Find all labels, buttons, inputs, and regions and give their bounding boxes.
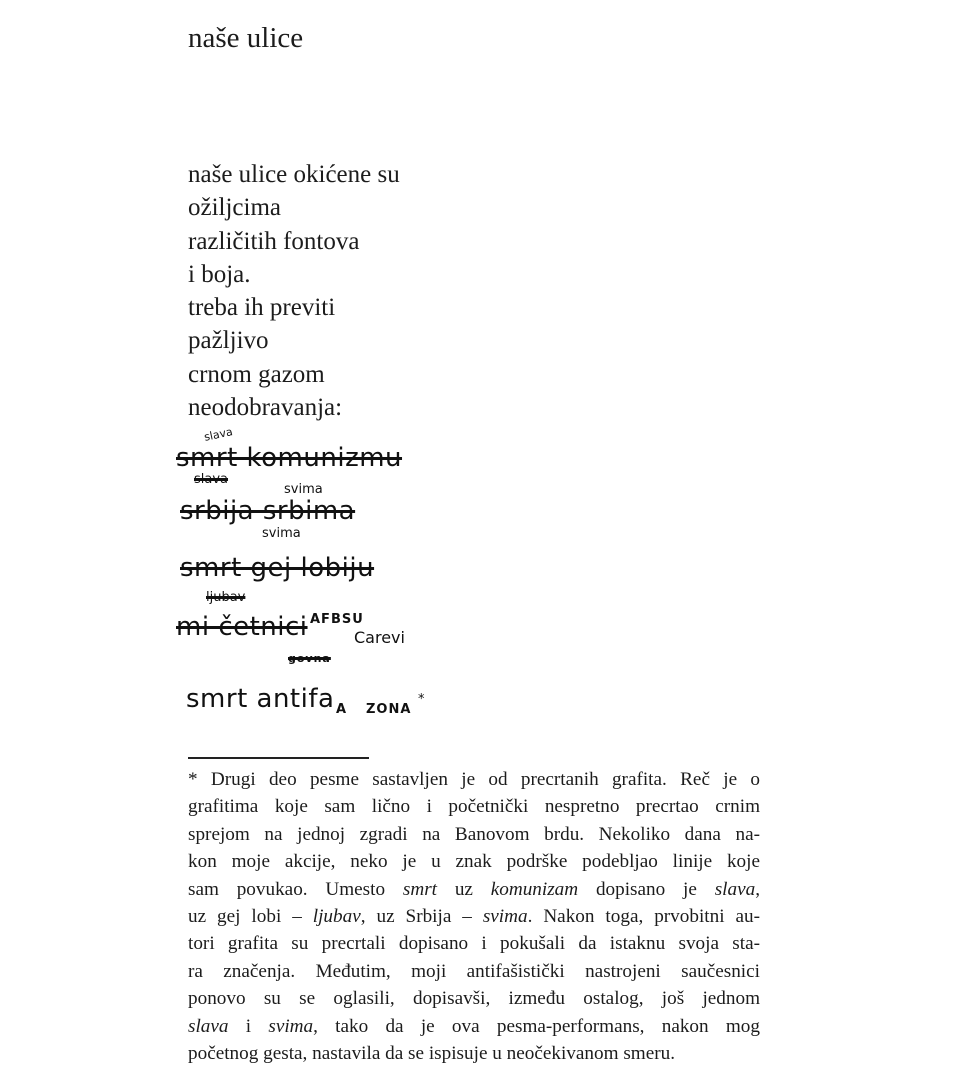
footnote-text: , — [755, 878, 760, 900]
footnote-italic: slava — [188, 1015, 229, 1037]
footnote-text: uz — [437, 878, 491, 900]
poem-line: i boja. — [188, 260, 251, 288]
footnote-italic: svima — [482, 906, 528, 928]
page-title: naše ulice — [188, 22, 304, 54]
graffiti-overwrite: slava — [202, 425, 234, 444]
poem-line: ožiljcima — [188, 194, 282, 222]
footnote — [188, 766, 760, 1067]
graffiti-overwrite: slava — [194, 472, 229, 487]
graffiti-crossed: smrt komunizmu — [176, 443, 403, 473]
footnote-rule — [188, 757, 369, 759]
graffiti-overwrite: govna — [288, 652, 331, 665]
poem-line: različitih fontova — [188, 227, 360, 255]
footnote-line: početnog gesta, nastavila da se ispisuje u neočekivanom smeru. — [188, 1043, 676, 1065]
graffiti-overwrite: ljubav — [206, 590, 246, 605]
footnote-text: . Nakon toga, prvobitni au- — [527, 906, 760, 928]
footnote-line — [188, 903, 760, 930]
footnote-text: i — [228, 1015, 269, 1037]
footnote-line — [188, 1013, 760, 1040]
footnote-text: uz gej lobi – — [188, 906, 313, 928]
footnote-line: ra značenja. Međutim, moji antifašistički nastrojeni saučesnici — [188, 960, 760, 982]
poem-line: naše ulice okićene su — [188, 161, 400, 188]
footnote-line: sprejom na jednoj zgradi na Banovom brdu. Nekoliko dana na- — [188, 823, 760, 845]
graffiti-overwrite: AFBSU — [310, 612, 364, 627]
poem — [188, 158, 400, 424]
poem-line: crnom gazom — [188, 360, 325, 388]
graffiti-crossed: mi četnici — [176, 612, 308, 642]
footnote-marker: * — [418, 692, 425, 707]
footnote-text: , tako da je ova pesma-performans, nakon mog — [313, 1015, 760, 1037]
footnote-text: sam povukao. Umesto — [188, 878, 403, 900]
graffiti-crossed: smrt gej lobiju — [180, 553, 375, 583]
graffiti-overwrite: svima — [262, 526, 301, 541]
graffiti-overwrite: A — [336, 702, 348, 717]
footnote-italic: svima — [268, 1015, 314, 1037]
graffiti-crossed: srbija srbima — [180, 496, 356, 526]
graffiti-overwrite: ZONA — [366, 702, 412, 717]
graffiti-overwrite: svima — [284, 482, 323, 497]
graffiti-overwrite: Carevi — [354, 628, 405, 647]
footnote-line: kon moje akcije, neko je u znak podrške podebljao linije koje — [188, 851, 760, 873]
graffiti-text: smrt antifa — [186, 684, 335, 714]
poem-line: neodobravanja: — [188, 394, 343, 422]
footnote-italic: komunizam — [490, 878, 579, 900]
footnote-line — [188, 876, 760, 903]
poem-line: pažljivo — [188, 327, 269, 355]
footnote-line: ponovo su se oglasili, dopisavši, između ostalog, još jednom — [188, 988, 760, 1010]
footnote-italic: slava — [714, 878, 756, 900]
footnote-italic: smrt — [402, 878, 438, 900]
poem-line: treba ih previti — [188, 294, 336, 322]
footnote-line: grafitima koje sam lično i početnički nespretno precrtao crnim — [188, 796, 760, 818]
footnote-italic: ljubav — [312, 906, 361, 928]
footnote-line: * Drugi deo pesme sastavljen je od precrtanih grafita. Reč je o — [188, 769, 760, 790]
footnote-text: dopisano je — [578, 878, 715, 900]
footnote-line: tori grafita su precrtali dopisano i pokušali da istaknu svoja sta- — [188, 933, 760, 955]
footnote-text: , uz Srbija – — [360, 906, 483, 928]
